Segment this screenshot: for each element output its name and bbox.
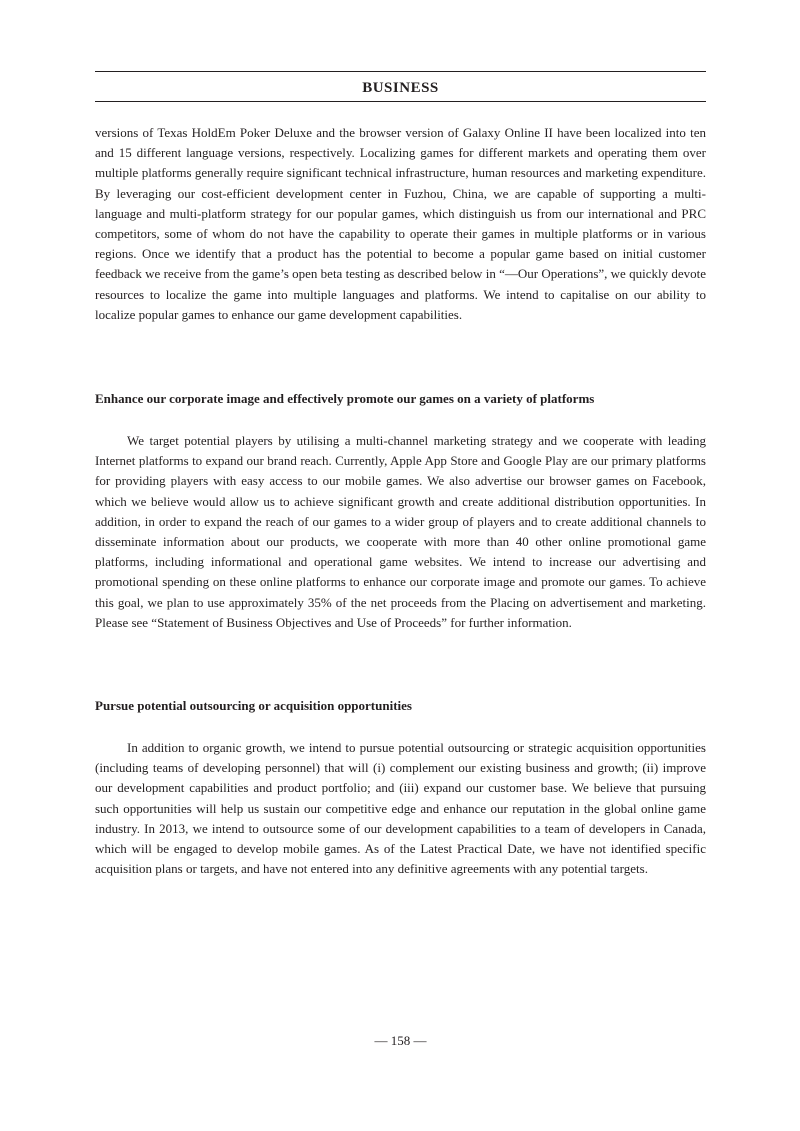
paragraph-outsourcing: In addition to organic growth, we intend to pursue potential outsourcing or strategic acquisition opportunities (including teams of developing personnel) that will (i) complement our existing business and growth; (ii) improve our development capabilities and product portfolio; and (iii) expand our customer base. We believe that pursuing such opportunities will help us sustain our competitive edge and enhance our reputation in the global online game industry. In 2013, we intend to outsource some of our development capabilities to a team of developers in Canada, which will be engaged to develop mobile games. As of the Latest Practical Date, we have not identified specific acquisition plans or targets, and have not entered into any definitive agreements with any potential targets. — [95, 740, 706, 877]
page-header-title: BUSINESS — [362, 80, 439, 96]
paragraph-localization: versions of Texas HoldEm Poker Deluxe and the browser version of Galaxy Online II have been localized into ten and 15 different language versions, respectively. Localizing games for different markets and operating them over multiple platforms generally require significant technical infrastructure, human resources and marketing expenditure. By leveraging our cost-efficient development center in Fuzhou, China, we are capable of supporting a multi-language and multi-platform strategy for our popular games, which distinguish us from our international and PRC competitors, some of whom do not have the capability to operate their games in multiple platforms or in various regions. Once we identify that a product has the potential to become a popular game based on initial customer feedback we receive from the game’s open beta testing as described below in “—Our Operations”, we quickly devote resources to localize the game into multiple languages and platforms. We intend to capitalise on our ability to localize popular games to enhance our game development capabilities. — [95, 125, 706, 322]
page-number: — 158 — — [374, 1033, 427, 1048]
document-page — [95, 0, 706, 1131]
section-heading-outsourcing: Pursue potential outsourcing or acquisition opportunities — [95, 698, 412, 713]
header-rule-bottom — [95, 101, 706, 102]
header-rule-top — [95, 71, 706, 72]
paragraph-marketing-strategy: We target potential players by utilising a multi-channel marketing strategy and we cooperate with leading Internet platforms to expand our brand reach. Currently, Apple App Store and Google Play are our primary platforms for providing players with easy access to our mobile games. We also advertise our browser games on Facebook, which we believe would allow us to achieve significant growth and create additional distribution opportunities. In addition, in order to expand the reach of our games to a wider group of players and to create additional channels to disseminate information about our products, we cooperate with more than 40 other online promotional game platforms, including informational and operational game websites. We intend to increase our advertising and promotional spending on these online platforms to enhance our corporate image and promote our games. To achieve this goal, we plan to use approximately 35% of the net proceeds from the Placing on advertisement and marketing. Please see “Statement of Business Objectives and Use of Proceeds” for further information. — [95, 433, 706, 630]
section-heading-corporate-image: Enhance our corporate image and effectively promote our games on a variety of platforms — [95, 391, 595, 406]
